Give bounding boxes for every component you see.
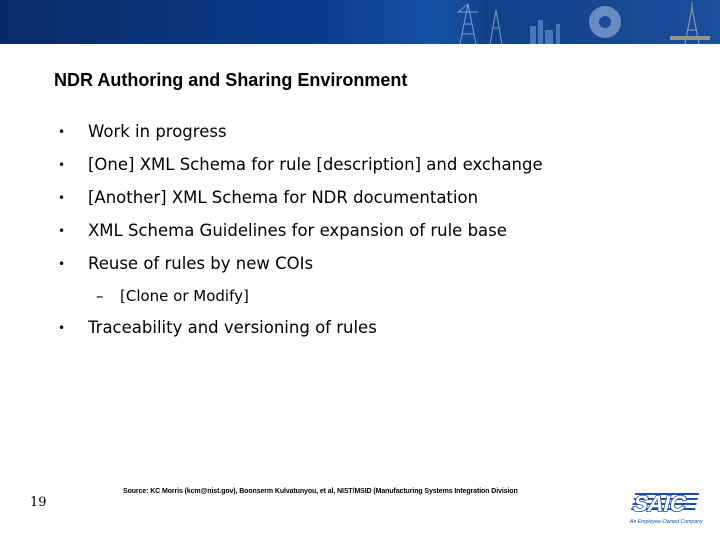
- sub-bullet-item: [58, 285, 678, 316]
- bullet-marker: •: [58, 125, 66, 139]
- bullet-text: XML Schema Guidelines for expansion of rule base: [88, 221, 507, 240]
- bullet-item: [58, 219, 678, 252]
- bullet-marker: •: [58, 191, 66, 205]
- bullet-text: [Another] XML Schema for NDR documentation: [88, 188, 479, 207]
- gear-wheel-image: [589, 6, 621, 38]
- sub-bullet-marker: –: [96, 287, 104, 305]
- bullet-marker: •: [58, 257, 66, 271]
- bullet-item: [58, 153, 678, 186]
- bullet-marker: •: [58, 321, 66, 335]
- bullet-marker: •: [58, 158, 66, 172]
- city-lights-image: [530, 20, 560, 44]
- saic-logo: [626, 490, 706, 526]
- page-number: 19: [30, 495, 47, 510]
- bullet-item: [58, 252, 678, 285]
- bullet-text: Work in progress: [88, 122, 227, 141]
- slide-title: NDR Authoring and Sharing Environment: [54, 70, 408, 90]
- bullet-item: [58, 316, 678, 349]
- sub-bullet-text: [Clone or Modify]: [120, 287, 249, 305]
- bullet-text: Traceability and versioning of rules: [88, 318, 377, 337]
- oil-rig-image: [670, 2, 710, 44]
- bullet-item: [58, 120, 678, 153]
- source-citation: Source: KC Morris (kcm@nist.gov), Boonserm Kulvatunyou, et al, NIST/MSID (Manufacturing Systems Integration Division: [123, 488, 518, 495]
- banner-photo-strip: [430, 0, 720, 44]
- bullet-item: [58, 186, 678, 219]
- bullet-text: Reuse of rules by new COIs: [88, 254, 314, 273]
- bullet-text: [One] XML Schema for rule [description] and exchange: [88, 155, 543, 174]
- bullet-marker: •: [58, 224, 66, 238]
- saic-wordmark-text: SAIC: [630, 491, 690, 516]
- power-tower-image: [458, 4, 502, 44]
- saic-wordmark: [630, 491, 700, 516]
- bullet-list: [58, 120, 678, 349]
- saic-tagline: An Employee-Owned Company: [630, 519, 703, 525]
